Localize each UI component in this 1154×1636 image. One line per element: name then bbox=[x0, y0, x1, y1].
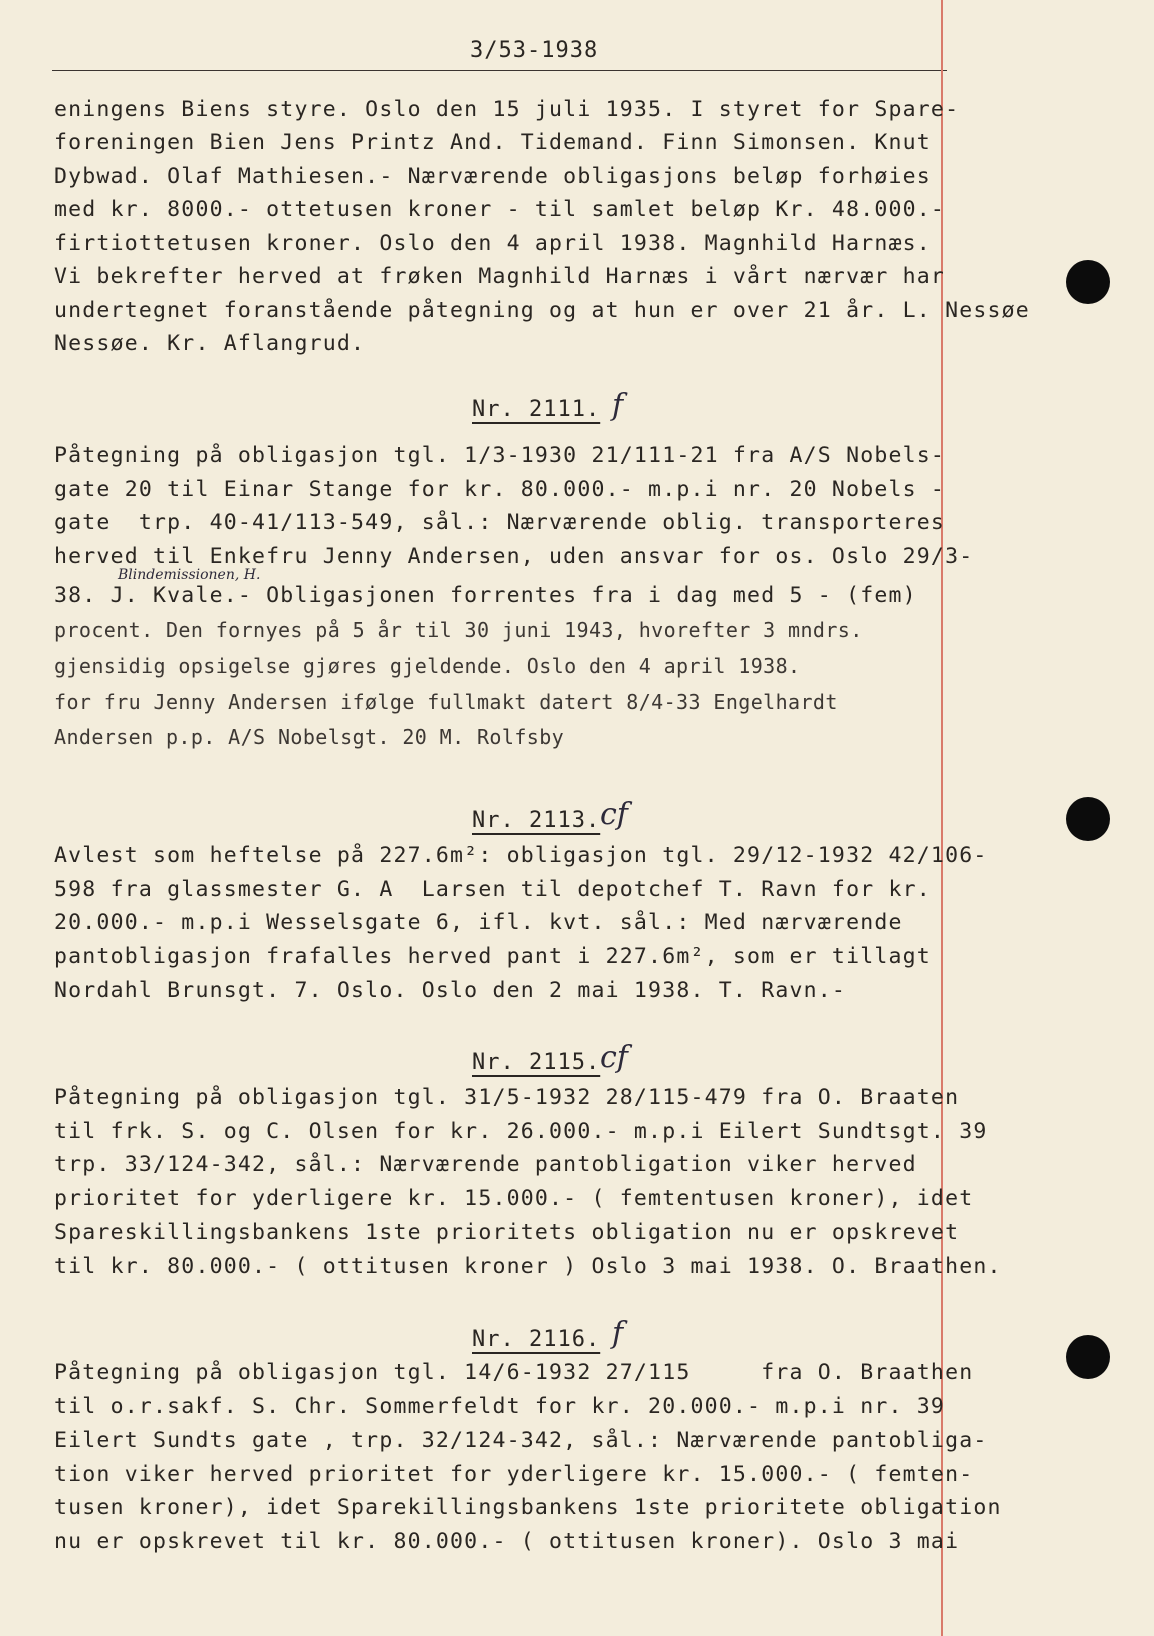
text-line: til o.r.sakf. S. Chr. Sommerfeldt for kr. 20.000.- m.p.i nr. 39 bbox=[54, 1394, 946, 1419]
text-line: 598 fra glassmester G. A Larsen til depotchef T. Ravn for kr. bbox=[54, 877, 931, 902]
text-line: Dybwad. Olaf Mathiesen.- Nærværende obligasjons beløp forhøies bbox=[54, 164, 931, 189]
text-line: Nordahl Brunsgt. 7. Oslo. Oslo den 2 mai 1938. T. Ravn.- bbox=[54, 978, 847, 1003]
text-line: herved til Enkefru Jenny Andersen, uden ansvar for os. Oslo 29/3- bbox=[54, 544, 974, 569]
text-line: nu er opskrevet til kr. 80.000.- ( ottitusen kroner). Oslo 3 mai bbox=[54, 1529, 960, 1554]
struck-text-line: procent. Den fornyes på 5 år til 30 juni 1943, hvorefter 3 mndrs. bbox=[54, 618, 863, 642]
text-line: trp. 33/124-342, sål.: Nærværende pantobligation viker herved bbox=[54, 1152, 917, 1177]
red-margin-line bbox=[941, 0, 943, 1636]
text-line: Spareskillingsbankens 1ste prioritets obligation nu er opskrevet bbox=[54, 1220, 960, 1245]
text-line: til frk. S. og C. Olsen for kr. 26.000.- m.p.i Eilert Sundtsgt. 39 bbox=[54, 1119, 988, 1144]
handwritten-mark: cf bbox=[600, 1040, 628, 1075]
text-line: pantobligasjon frafalles herved pant i 227.6m², som er tillagt bbox=[54, 944, 931, 969]
punch-hole bbox=[1066, 797, 1110, 841]
punch-hole bbox=[1066, 1335, 1110, 1379]
text-line: Vi bekrefter herved at frøken Magnhild Harnæs i vårt nærvær har bbox=[54, 264, 946, 289]
text-line: tion viker herved prioritet for yderligere kr. 15.000.- ( femten- bbox=[54, 1462, 974, 1487]
page-header: 3/53-1938 bbox=[470, 38, 599, 63]
header-rule bbox=[52, 70, 947, 71]
text-line: Påtegning på obligasjon tgl. 31/5-1932 28/115-479 fra O. Braaten bbox=[54, 1085, 960, 1110]
text-line: 20.000.- m.p.i Wesselsgate 6, ifl. kvt. sål.: Med nærværende bbox=[54, 910, 903, 935]
entry-number: Nr. 2113. bbox=[472, 808, 601, 833]
handwritten-mark: cf bbox=[600, 797, 628, 832]
handwritten-note: Blindemissionen, H. bbox=[118, 567, 261, 583]
text-line: med kr. 8000.- ottetusen kroner - til samlet beløp Kr. 48.000.- bbox=[54, 197, 946, 222]
text-line: foreningen Bien Jens Printz And. Tidemand. Finn Simonsen. Knut bbox=[54, 130, 931, 155]
entry-number: Nr. 2111. bbox=[472, 397, 601, 422]
text-line: gate trp. 40-41/113-549, sål.: Nærværende oblig. transporteres bbox=[54, 510, 946, 535]
text-line: eningens Biens styre. Oslo den 15 juli 1935. I styret for Spare- bbox=[54, 97, 960, 122]
punch-hole bbox=[1066, 260, 1110, 304]
text-line: prioritet for yderligere kr. 15.000.- ( femtentusen kroner), idet bbox=[54, 1186, 974, 1211]
struck-text-line: for fru Jenny Andersen ifølge fullmakt datert 8/4-33 Engelhardt bbox=[54, 690, 838, 714]
text-line: Påtegning på obligasjon tgl. 1/3-1930 21/111-21 fra A/S Nobels- bbox=[54, 443, 946, 468]
struck-text-line: Andersen p.p. A/S Nobelsgt. 20 M. Rolfsby bbox=[54, 725, 565, 749]
text-line: firtiottetusen kroner. Oslo den 4 april 1938. Magnhild Harnæs. bbox=[54, 231, 931, 256]
text-line: Påtegning på obligasjon tgl. 14/6-1932 27/115 fra O. Braathen bbox=[54, 1360, 974, 1385]
entry-number: Nr. 2115. bbox=[472, 1050, 601, 1075]
text-line: Nessøe. Kr. Aflangrud. bbox=[54, 331, 366, 356]
text-line: Avlest som heftelse på 227.6m²: obligasjon tgl. 29/12-1932 42/106- bbox=[54, 843, 988, 868]
text-line: undertegnet foranstående påtegning og at hun er over 21 år. L. Nessøe bbox=[54, 298, 1030, 323]
text-line: gate 20 til Einar Stange for kr. 80.000.- m.p.i nr. 20 Nobels - bbox=[54, 477, 946, 502]
text-line: Eilert Sundts gate , trp. 32/124-342, sål.: Nærværende pantobliga- bbox=[54, 1428, 988, 1453]
struck-text-line: gjensidig opsigelse gjøres gjeldende. Oslo den 4 april 1938. bbox=[54, 654, 801, 678]
text-line: 38. J. Kvale.- Obligasjonen forrentes fra i dag med 5 - (fem) bbox=[54, 583, 917, 608]
handwritten-mark: f bbox=[612, 1316, 624, 1351]
entry-number: Nr. 2116. bbox=[472, 1327, 601, 1352]
text-line: til kr. 80.000.- ( ottitusen kroner ) Oslo 3 mai 1938. O. Braathen. bbox=[54, 1254, 1002, 1279]
text-line: tusen kroner), idet Sparekillingsbankens 1ste prioritete obligation bbox=[54, 1495, 1002, 1520]
handwritten-mark: f bbox=[612, 388, 624, 423]
